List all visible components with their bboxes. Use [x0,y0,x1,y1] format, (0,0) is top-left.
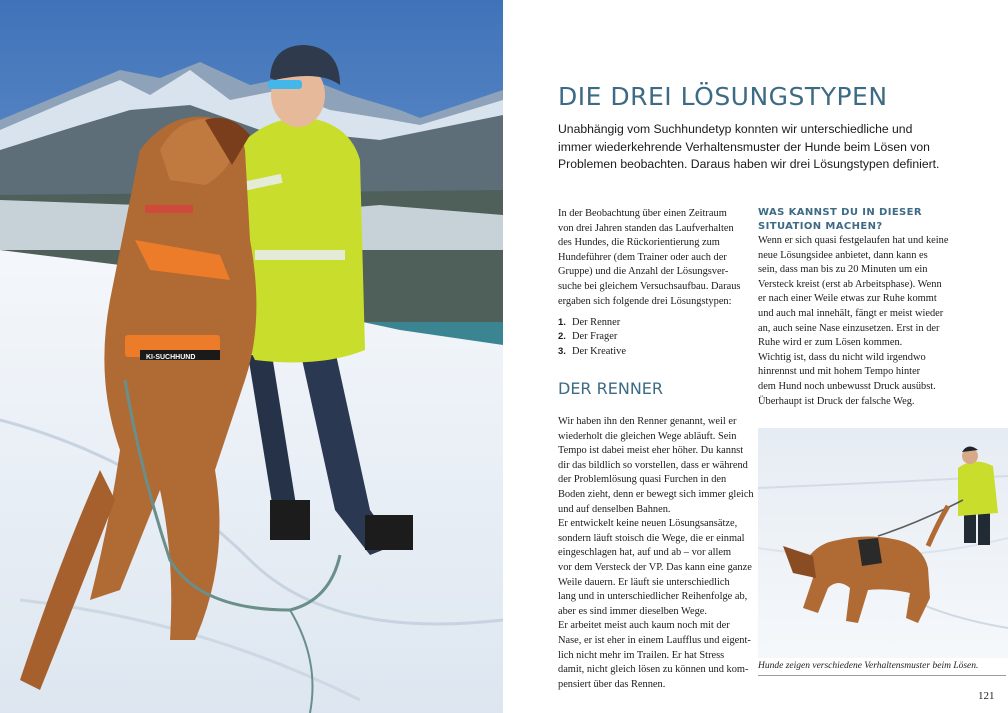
text-line: eingeschlagen hat, auf und ab – vor allem [558,547,732,559]
renner-paragraph [558,415,754,692]
text-line: Wir haben ihn den Renner genannt, weil er [558,416,737,427]
text-line: und auf denselben Bahnen. [558,503,671,515]
intro-line: Problemen beobachten. Daraus haben wir drei Lösungstypen definiert. [558,157,940,171]
intro-line: Unabhängig vom Suchhundetyp konnten wir unterschiedliche und [558,122,913,136]
harness-label: KI-SUCHHUND [146,354,196,361]
text-line: lang und in unterschiedlicher Reihenfolge ab, [558,591,748,603]
text-line: dir das bildlich so vorstellen, dass er während [558,459,748,471]
page-number: 121 [978,690,995,702]
text-line: damit, nicht gleich lösen zu können und kom- [558,664,749,676]
text-line: Gruppe) und die Anzahl der Lösungsver- [558,266,729,278]
list-item: 2. Der Frager [558,331,618,343]
photo-illustration-small [758,428,1008,658]
text-line: Überhaupt ist Druck der falsche Weg. [758,395,915,407]
text-line: wiederholt die gleichen Wege abläuft. Sein [558,430,737,442]
text-line: Hundeführer (dem Trainer oder auch der [558,251,727,263]
observation-paragraph [558,207,743,309]
text-line: ergaben sich folgende drei Lösungstypen: [558,295,732,307]
text-line: Ruhe wird er zum Lösen kommen. [758,337,903,349]
sidebar-heading-line: WAS KANNST DU IN DIESER [758,207,922,218]
sidebar-heading-line: SITUATION MACHEN? [758,220,883,232]
photo-illustration [0,0,503,713]
photo-dog-in-snow [758,428,1008,658]
text-line: sondern läuft stoisch die Wege, die er einmal [558,532,745,544]
text-line: der Problemlösung quasi Furchen in den [558,474,727,486]
text-line: des Hundes, die Rückorientierung zum [558,237,720,249]
text-line: dem Hund noch unbewusst Druck ausübst. [758,380,936,392]
text-line: und auch mal innehält, fängt er meist wieder [758,307,944,319]
intro-paragraph [558,121,998,174]
text-line: von drei Jahren standen das Laufverhalten [558,222,734,234]
sidebar-heading [758,206,922,233]
photo-dog-and-handler [0,0,503,713]
list-item: 3. Der Kreative [558,345,626,357]
section-heading: DER RENNER [558,379,664,398]
text-line: hinrennst und mit hohem Tempo hinter [758,366,921,378]
list-item: 1. Der Renner [558,317,621,328]
text-line: Boden zieht, denn er bewegt sich immer gleich [558,488,754,500]
text-line: Er entwickelt keine neuen Lösungsansätze, [558,518,738,530]
text-line: er nach einer Weile etwas zur Ruhe kommt [758,293,937,305]
text-line: lich nicht mehr im Trailen. Er hat Stress [558,649,725,661]
text-line: an, auch seine Nase einzusetzen. Erst in der [758,322,940,334]
text-line: Weile dauern. Er läuft sie unterschiedlich [558,576,730,588]
text-line: Versteck kreist (erst ab Arbeitsphase). Wenn [758,278,942,290]
photo-caption: Hunde zeigen verschiedene Verhaltensmuster beim Lösen. [758,661,979,671]
text-line: Er arbeitet meist auch kaum noch mit der [558,620,730,632]
text-line: pensiert über das Rennen. [558,678,666,690]
intro-line: immer wiederkehrende Verhaltensmuster der Hunde beim Lösen von [558,139,930,154]
text-line: sein, dass man bis zu 20 Minuten um ein [758,264,928,276]
sidebar-paragraph [758,234,998,409]
text-line: Tempo ist dabei meist eher höher. Du kannst [558,445,744,457]
text-line: In der Beobachtung über einen Zeitraum [558,208,727,219]
text-line: suche bei gleichem Versuchsaufbau. Daraus [558,280,741,292]
text-page [503,0,1008,713]
caption-rule [758,675,1006,676]
solution-types-list [558,316,626,359]
page-title: DIE DREI LÖSUNGSTYPEN [558,82,888,111]
text-line: neue Lösungsidee anbietet, dann kann es [758,249,928,261]
text-line: Nase, er ist eher in einem Laufflus und eigent- [558,634,751,646]
text-line: vor dem Versteck der VP. Das kann eine ganze [558,561,752,573]
text-line: aber es sind immer dieselben Wege. [558,605,708,617]
text-line: Wichtig ist, dass du nicht wild irgendwo [758,351,926,363]
text-line: Wenn er sich quasi festgelaufen hat und keine [758,235,949,246]
